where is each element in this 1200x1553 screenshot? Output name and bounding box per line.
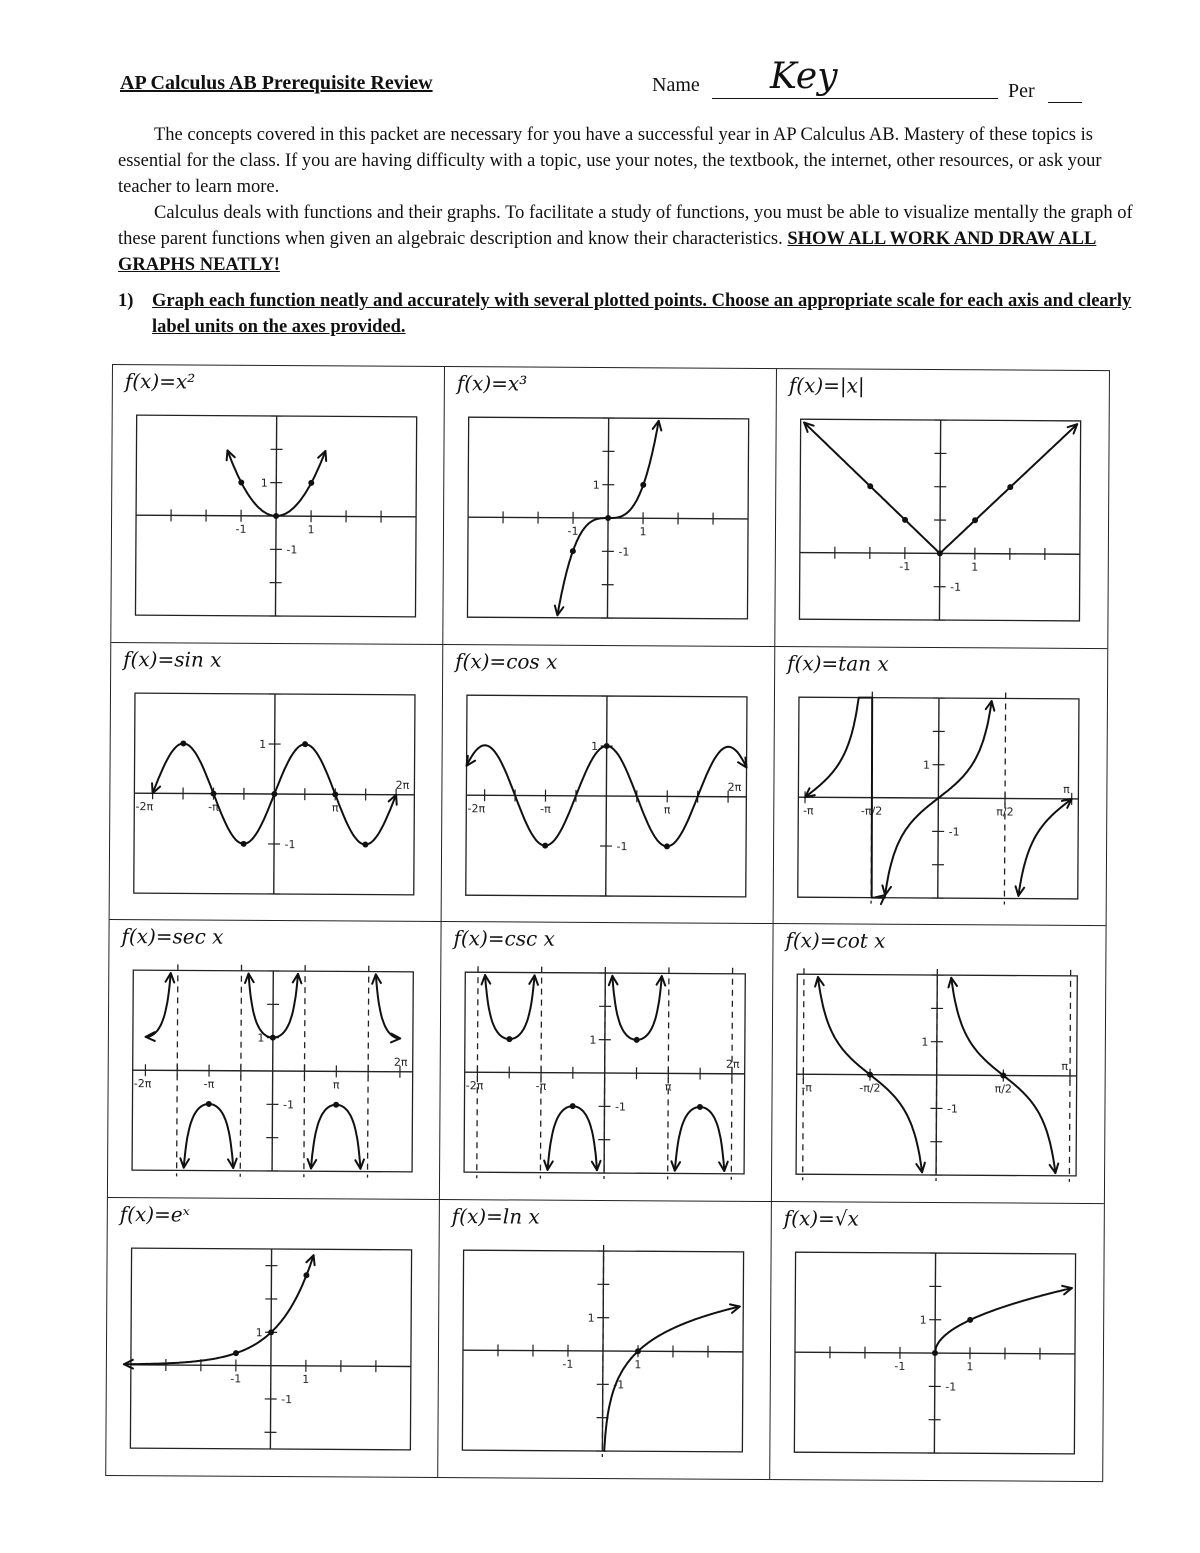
y-tick-label-neg: -1 <box>618 545 630 559</box>
function-label: f(x)=csc x <box>453 926 555 951</box>
plotted-point <box>867 483 873 489</box>
function-label: f(x)=tan x <box>787 650 889 676</box>
plotted-point <box>273 513 279 519</box>
plotted-point <box>268 1329 274 1335</box>
plotted-point <box>506 1036 512 1042</box>
y-tick-label-neg: -1 <box>948 824 960 839</box>
function-curve <box>1018 798 1071 896</box>
plotted-point <box>210 790 216 796</box>
x-tick-label-neg: -1 <box>894 1359 906 1373</box>
x-tick-label-pos: 1 <box>639 525 647 539</box>
x-tick-label-neg: -1 <box>567 524 579 538</box>
plotted-point <box>902 517 908 523</box>
function-curve <box>935 1287 1072 1354</box>
x-tick-label-max: π <box>1061 1059 1069 1073</box>
function-curve <box>485 975 535 1039</box>
x-tick-label-max: 2π <box>727 780 742 794</box>
y-axis <box>606 696 607 896</box>
graph-square <box>125 407 426 637</box>
x-tick-label-min: -π <box>802 803 814 817</box>
graph-exp <box>120 1240 421 1470</box>
function-label: f(x)=ln x <box>451 1203 540 1229</box>
x-tick-label-pos: 1 <box>307 523 315 537</box>
y-tick-label-neg: -1 <box>614 1100 626 1114</box>
y-tick-label-pos: 1 <box>592 478 600 492</box>
function-label: f(x)=√x <box>783 1205 859 1231</box>
function-curve <box>311 1105 361 1169</box>
x-tick-label-max: 2π <box>395 778 410 792</box>
function-label: f(x)=sec x <box>121 924 224 949</box>
x-tick-label-min: -2π <box>135 799 154 813</box>
graph-cell-cot <box>772 924 1106 1204</box>
function-label: f(x)=eˣ <box>119 1201 190 1226</box>
x-tick-label-neg: -π/2 <box>860 804 883 818</box>
y-tick-label-pos: 1 <box>257 1031 265 1045</box>
x-tick-label-max: 2π <box>725 1057 740 1071</box>
function-label: f(x)=x³ <box>456 371 528 396</box>
graph-cell-sec <box>108 920 442 1200</box>
x-tick-label-pos: π/2 <box>996 804 1014 819</box>
graph-cell-sin <box>110 643 444 923</box>
curve-arrow <box>875 894 885 903</box>
graph-cell-abs <box>775 369 1109 649</box>
instruction-1 <box>118 288 1138 340</box>
y-tick-label-neg: -1 <box>616 839 628 853</box>
graph-sec <box>122 962 423 1192</box>
plotted-point <box>967 1316 973 1322</box>
y-tick-label-pos: 1 <box>921 1035 929 1049</box>
x-tick-label-max: π <box>1063 782 1070 796</box>
y-tick-label-pos: 1 <box>255 1325 263 1339</box>
plotted-point <box>932 1350 938 1356</box>
x-tick-label-neg: -1 <box>230 1371 242 1385</box>
y-tick-label-neg: -1 <box>946 1102 958 1116</box>
graph-cell-cube <box>443 367 777 647</box>
plotted-point <box>604 743 610 749</box>
y-tick-label-pos: 1 <box>591 739 599 753</box>
graph-grid <box>105 364 1110 1482</box>
graph-sin <box>124 685 425 915</box>
intro-emphasis: SHOW ALL WORK AND DRAW ALL GRAPHS NEATLY! <box>118 229 1097 275</box>
x-tick-label-min: -π <box>801 1081 812 1095</box>
x-tick-label-pos: 1 <box>971 560 979 574</box>
x-tick-label-pos: 1 <box>966 1359 974 1373</box>
intro-paragraph-2-text: Calculus deals with functions and their graphs. To facilitate a study of functions, you must be able to visualize mentally the graph of these parent functions when given an algebraic description and know their characteristics. <box>118 203 1133 249</box>
y-tick-label-pos: 1 <box>259 737 267 751</box>
instruction-number: 1) <box>118 291 134 311</box>
plotted-point <box>570 1103 576 1109</box>
plotted-point <box>542 842 548 848</box>
function-curve <box>612 976 662 1040</box>
x-tick-label-pos: π <box>664 1080 672 1094</box>
x-tick-label-neg: -π <box>208 800 219 814</box>
x-tick-label-neg: -1 <box>235 522 247 536</box>
plotted-point <box>241 840 247 846</box>
x-tick-label-min: -2π <box>467 801 486 815</box>
page-header <box>120 56 1120 108</box>
function-label: f(x)=x² <box>124 369 196 394</box>
x-tick-label-neg: -π <box>203 1077 215 1091</box>
x-tick-label-neg: -1 <box>562 1357 574 1371</box>
x-tick-label-min: -2π <box>465 1079 484 1093</box>
function-curve <box>675 1107 725 1171</box>
function-label: f(x)=sin x <box>123 646 222 672</box>
graph-sqrt <box>784 1244 1085 1474</box>
function-curve <box>124 1254 314 1365</box>
intro-text <box>118 122 1158 278</box>
x-tick-label-pos: π <box>332 1078 340 1092</box>
y-tick-label-pos: 1 <box>589 1033 597 1047</box>
graph-cos <box>456 687 757 917</box>
name-line <box>712 98 998 99</box>
y-axis <box>270 1248 271 1448</box>
plotted-point <box>867 1072 873 1078</box>
function-curve <box>548 1106 598 1170</box>
plotted-point <box>302 741 308 747</box>
x-tick-label-neg: -π/2 <box>859 1081 881 1095</box>
plotted-point <box>664 843 670 849</box>
function-label: f(x)=cos x <box>455 648 558 674</box>
plotted-point <box>1007 484 1013 490</box>
graph-abs <box>789 411 1090 641</box>
x-tick-label-pos: 1 <box>634 1357 642 1371</box>
function-label: f(x)=|x| <box>788 373 865 398</box>
x-tick-label-max: 2π <box>393 1055 408 1069</box>
x-tick-label-pos: π/2 <box>994 1082 1012 1096</box>
y-tick-label-neg: -1 <box>613 1377 625 1391</box>
function-curve <box>604 1305 740 1451</box>
plotted-point <box>233 1350 239 1356</box>
x-tick-label-min: -2π <box>133 1077 152 1091</box>
y-tick-label-pos: 1 <box>587 1311 595 1325</box>
y-tick-label-neg: -1 <box>284 837 296 851</box>
function-curve <box>375 974 400 1038</box>
plotted-point <box>634 1037 640 1043</box>
graph-cell-exp <box>106 1197 440 1477</box>
graph-cube <box>457 409 758 639</box>
x-tick-label-pos: π <box>663 802 671 816</box>
plotted-point <box>1000 1072 1006 1078</box>
graph-cot <box>786 966 1087 1196</box>
graph-ln <box>452 1242 753 1472</box>
instruction-text: Graph each function neatly and accurately with several plotted points. Choose an appropriate scale for each axis and clearly label units on the axes provided. <box>152 291 1132 337</box>
function-curve <box>184 1104 234 1168</box>
plotted-point <box>697 1104 703 1110</box>
plotted-point <box>180 740 186 746</box>
plotted-point <box>362 841 368 847</box>
plotted-point <box>972 517 978 523</box>
name-label: Name <box>652 74 700 96</box>
y-tick-label-neg: -1 <box>945 1379 957 1394</box>
function-label: f(x)=cot x <box>785 928 886 953</box>
x-tick-label-pos: 1 <box>302 1372 310 1386</box>
plotted-point <box>303 1272 309 1278</box>
y-tick-label-pos: 1 <box>923 758 931 772</box>
graph-cell-ln <box>438 1200 772 1480</box>
y-tick-label-neg: -1 <box>950 580 962 594</box>
graph-cell-sqrt <box>770 1202 1104 1482</box>
period-label: Per <box>1008 80 1035 102</box>
document-title: AP Calculus AB Prerequisite Review <box>120 72 433 94</box>
intro-paragraph-2 <box>118 200 1158 278</box>
y-tick-label-neg: -1 <box>282 1098 295 1112</box>
graph-cell-tan <box>774 647 1108 927</box>
plotted-point <box>635 1348 641 1354</box>
plotted-point <box>570 548 576 554</box>
plotted-point <box>270 1035 276 1041</box>
y-tick-label-pos: 1 <box>260 476 268 490</box>
intro-paragraph-1: The concepts covered in this packet are necessary for you have a successful year in AP Calculus AB. Mastery of these topics is essential for the class. If you are having difficulty with a topic, use your notes, the textbook, the internet, other resources, or ask your teacher to learn more. <box>118 125 1102 197</box>
x-tick-label-neg: -π <box>540 802 551 816</box>
plotted-point <box>640 482 646 488</box>
graph-tan <box>788 689 1089 919</box>
x-tick-label-neg: -1 <box>899 560 911 574</box>
graph-cell-csc <box>440 922 774 1202</box>
y-tick-label-neg: -1 <box>286 543 298 557</box>
function-curve <box>146 973 171 1037</box>
x-tick-label-neg: -π <box>535 1079 547 1093</box>
plotted-point <box>605 515 611 521</box>
graph-csc <box>454 964 755 1194</box>
name-value-handwritten: Key <box>770 56 838 97</box>
plotted-point <box>308 480 314 486</box>
y-tick-label-neg: -1 <box>281 1392 293 1406</box>
plotted-point <box>332 791 338 797</box>
plotted-point <box>238 479 244 485</box>
graph-cell-square <box>111 365 445 645</box>
graph-cell-cos <box>442 645 776 925</box>
plotted-point <box>271 790 277 796</box>
plotted-point <box>937 550 943 556</box>
plotted-point <box>206 1101 212 1107</box>
period-line <box>1048 102 1082 103</box>
x-tick-label-pos: π <box>331 800 339 814</box>
y-axis <box>272 971 273 1171</box>
plotted-point <box>333 1102 339 1108</box>
y-tick-label-pos: 1 <box>919 1313 927 1327</box>
